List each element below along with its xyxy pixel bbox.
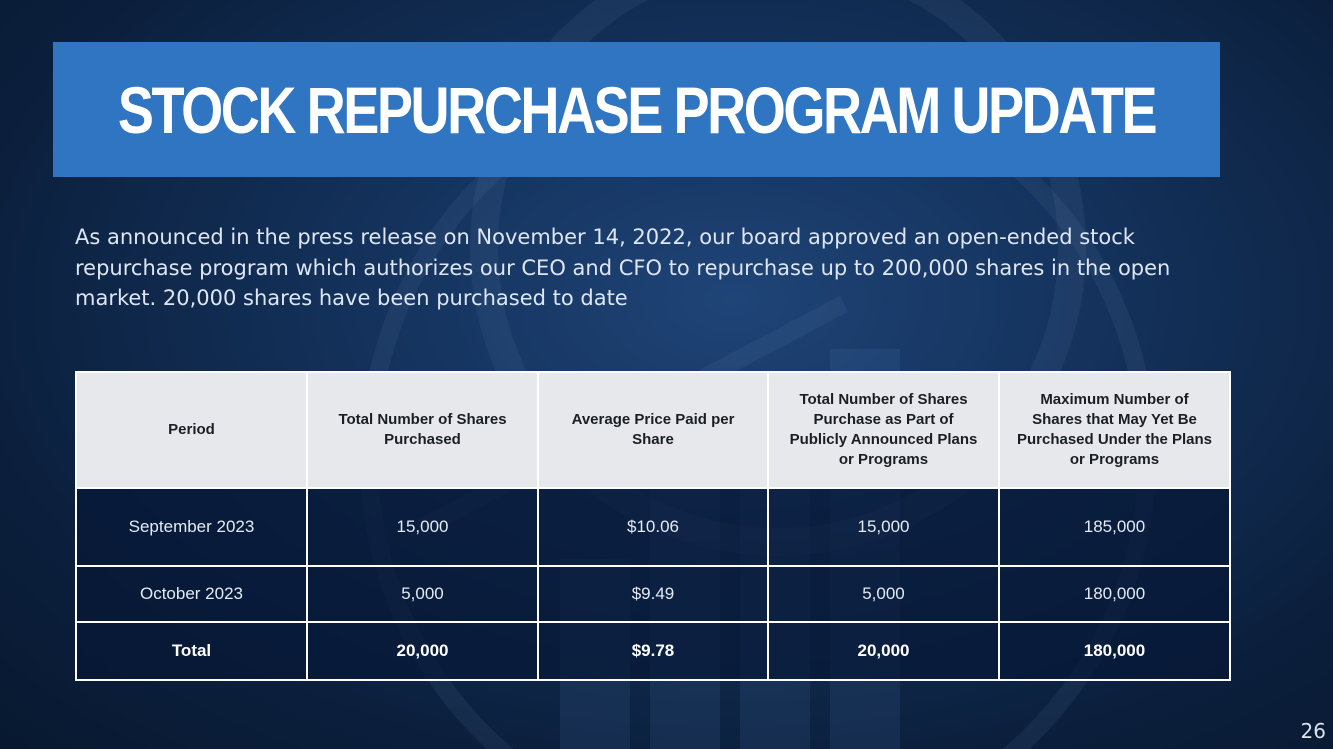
cell-total-shares-in-plans: 20,000 — [768, 622, 999, 680]
table-row — [76, 566, 1230, 622]
cell-total-shares: 15,000 — [307, 488, 538, 566]
cell-total-label: Total — [76, 622, 307, 680]
cell-period: September 2023 — [76, 488, 307, 566]
cell-max-remaining: 185,000 — [999, 488, 1230, 566]
cell-average-price: $10.06 — [538, 488, 768, 566]
cell-total-max-remaining: 180,000 — [999, 622, 1230, 680]
cell-total-shares: 5,000 — [307, 566, 538, 622]
repurchase-table — [75, 371, 1231, 681]
cell-total-average-price: $9.78 — [538, 622, 768, 680]
cell-shares-in-plans: 5,000 — [768, 566, 999, 622]
table-total-row — [76, 622, 1230, 680]
header-max-remaining: Maximum Number of Shares that May Yet Be Purchased Under the Plans or Programs — [999, 372, 1230, 488]
cell-total-shares: 20,000 — [307, 622, 538, 680]
cell-average-price: $9.49 — [538, 566, 768, 622]
cell-period: October 2023 — [76, 566, 307, 622]
table-header-row — [76, 372, 1230, 488]
slide-title: STOCK REPURCHASE PROGRAM UPDATE — [117, 72, 1156, 147]
header-shares-in-plans: Total Number of Shares Purchase as Part of Publicly Announced Plans or Programs — [768, 372, 999, 488]
header-period: Period — [76, 372, 307, 488]
intro-paragraph: As announced in the press release on November 14, 2022, our board approved an open-ended stock repurchase program which authorizes our CEO and CFO to repurchase up to 200,000 shares in the open market. 20,000 shares have been purchased to date — [75, 225, 1171, 310]
header-average-price: Average Price Paid per Share — [538, 372, 768, 488]
header-total-shares: Total Number of Shares Purchased — [307, 372, 538, 488]
table-row — [76, 488, 1230, 566]
cell-shares-in-plans: 15,000 — [768, 488, 999, 566]
cell-max-remaining: 180,000 — [999, 566, 1230, 622]
title-banner — [53, 42, 1220, 177]
page-number: 26 — [1300, 719, 1326, 743]
